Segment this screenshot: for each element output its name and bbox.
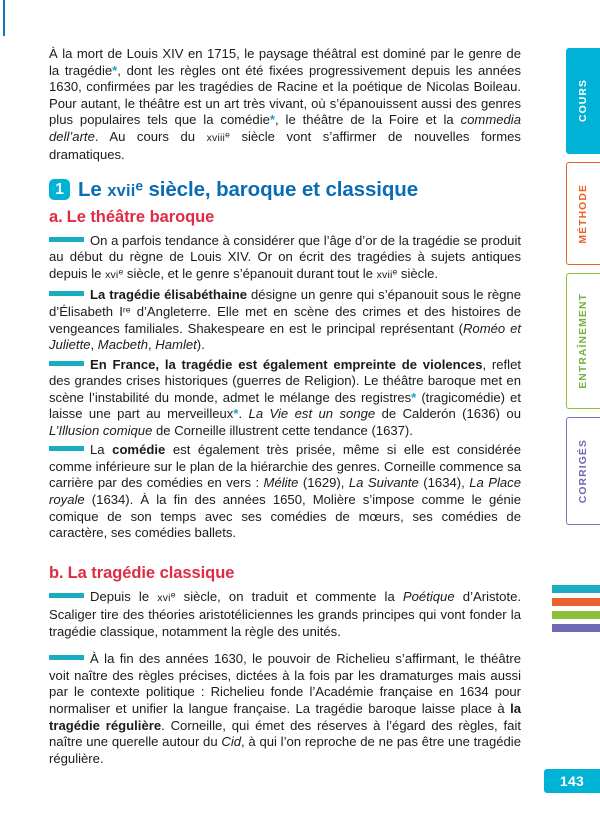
p2-text-3: , — [90, 337, 98, 353]
p1-roman-2: xvii — [376, 269, 393, 281]
corriges-swatch — [552, 624, 600, 632]
p2-text-5: ). — [196, 337, 205, 353]
intro-ordinal-suffix: e — [225, 129, 230, 140]
p4-text-4: (1634), — [418, 475, 470, 491]
p5-text-2: siècle, on traduit et commente la — [175, 588, 403, 604]
paragraph-3 — [49, 357, 521, 440]
subsection-b-heading — [49, 564, 521, 583]
glossary-asterisk-comedie: * — [269, 112, 275, 128]
p3-work-title-2: L’Illusion comique — [49, 422, 153, 438]
intro-text-1: À la mort de Louis XIV en 1715, le paysage théâtral est dominé par le genre de la tragédie — [49, 46, 521, 78]
glossary-asterisk-registres: * — [411, 389, 417, 405]
p4-work-title-1: Mélite — [263, 475, 299, 491]
paragraph-lead-marker — [49, 361, 84, 366]
subsection-a-heading — [49, 208, 521, 227]
subsection-b-marker: b. — [49, 563, 64, 582]
paragraph-lead-marker — [49, 291, 84, 296]
binding-rule — [3, 0, 5, 36]
paragraph-lead-marker — [49, 237, 84, 242]
paragraph-lead-marker — [49, 593, 84, 598]
tab-entrainement[interactable] — [566, 273, 600, 409]
p3-text-5: de Corneille illustrent cette tendance (1637). — [152, 422, 413, 438]
p1-text-2: siècle, et le genre s’épanouit durant tout le — [123, 265, 377, 281]
p2-work-title-2: Macbeth — [97, 337, 149, 353]
p6-bold-term: la tragédie régulière — [49, 700, 521, 733]
intro-paragraph — [49, 46, 521, 164]
glossary-asterisk-merveilleux: * — [233, 406, 239, 422]
subsection-a-marker: a. — [49, 207, 63, 226]
p4-work-title-2: La Suivante — [348, 475, 419, 491]
p6-text-1: À la fin des années 1630, le pouvoir de Richelieu s’affirmant, le théâtre voit naître des règles précises, dictées à la fois par les dramaturges mais aussi par le contexte politique : Richelieu fonde l’Académie française en 1634 pour normaliser et unifier la langue française. La tragédie baroque laisse place à — [49, 651, 521, 716]
methode-swatch — [552, 598, 600, 606]
paragraph-5 — [49, 589, 521, 641]
p3-text-4: de Calderón (1636) ou — [375, 406, 521, 422]
paragraph-2 — [49, 287, 521, 353]
tab-methode[interactable] — [566, 162, 600, 265]
paragraph-4 — [49, 442, 521, 541]
p3-bold-lead: En France, la tragédie est également empreinte de violences — [90, 356, 483, 372]
section-title-roman: xvii — [107, 181, 136, 200]
p1-ordinal-2: e — [392, 266, 398, 277]
tab-corriges-label: CORRIGÉS — [578, 438, 589, 504]
paragraph-1 — [49, 233, 521, 285]
tab-entrainement-label: ENTRAÎNEMENT — [578, 293, 589, 389]
paragraph-6 — [49, 651, 521, 767]
p6-text-2: . Corneille, qui émet des réserves à l’égard des règles, fait naître une querelle autour du — [49, 717, 521, 750]
p3-text-1: , reflet des grandes crises historiques (guerres de Religion). Le théâtre baroque met en scène l’instabilité du monde, admet le mélange des registres — [49, 356, 522, 405]
p5-roman-1: xvi — [157, 592, 171, 604]
p2-work-title-3: Hamlet — [155, 337, 197, 353]
p4-work-title-3: La Place royale — [49, 475, 521, 508]
section-title-suffix: siècle, baroque et classique — [142, 177, 419, 201]
tab-corriges[interactable] — [566, 417, 600, 525]
p2-ordinal-1: re — [122, 304, 131, 315]
p1-text-1: On a parfois tendance à considérer que l’âge d’or de la tragédie se produit au début du règne de Louis XIV. Or on écrit des tragédies à sujets antiques depuis le — [49, 232, 521, 281]
subsection-b-title: La tragédie classique — [67, 563, 235, 582]
p5-text-3: d’Aristote. Scaliger tire des théories aristotéliciennes les grands principes qui vont fonder la tragédie classique, notamment la règle des unités. — [49, 588, 522, 639]
p2-bold-lead: La tragédie élisabéthaine — [90, 287, 248, 303]
glossary-asterisk-tragedie: * — [112, 62, 118, 78]
intro-roman-numeral: xviii — [206, 132, 226, 144]
subsection-a-title: Le théâtre baroque — [66, 207, 215, 226]
tab-cours-label: COURS — [577, 79, 589, 123]
p2-text-4: , — [148, 337, 156, 353]
p1-ordinal-1: e — [118, 266, 124, 277]
p3-text-3: . — [238, 406, 249, 422]
page-number-badge: 143 — [544, 769, 600, 793]
p1-text-3: siècle. — [397, 265, 439, 281]
p6-work-title-1: Cid — [221, 734, 242, 750]
paragraph-lead-marker — [49, 446, 84, 451]
p6-text-3: , à qui l’on reproche de ne pas être une tragédie régulière. — [49, 734, 521, 766]
intro-text-3: , le théâtre de la Foire et la — [275, 112, 461, 128]
p1-roman-1: xvi — [105, 269, 119, 281]
p2-text-2: d’Angleterre. Elle met en scène des crimes et des histoires de vengeances familiales. Shakespeare en est le principal représentant ( — [49, 304, 522, 336]
p2-text-1: désigne un genre qui s’épanouit sous le règne d’Élisabeth I — [49, 287, 521, 320]
p4-text-3: (1629), — [298, 475, 349, 491]
paragraph-lead-marker — [49, 655, 84, 660]
tab-cours[interactable] — [566, 48, 600, 154]
p4-text-5: (1634). À la fin des années 1650, Molière s’impose comme le génie comique de son temps avec ses comédies de mœurs, ses comédies de caractère, ses comédies ballets. — [49, 492, 521, 541]
section-tab-rail — [566, 48, 600, 533]
intro-text-5: siècle vont s’affirmer de nouvelles formes dramatiques. — [49, 128, 521, 163]
p2-work-title-1: Roméo et Juliette — [49, 320, 521, 353]
section-title-ordinal: e — [135, 178, 143, 194]
entrainement-swatch — [552, 611, 600, 619]
p4-text-2: est également très prisée, même si elle est considérée comme inférieure sur le plan de la hiérarchie des genres. Corneille commence sa carrière par des comédies en vers : — [49, 442, 521, 491]
p5-ordinal-1: e — [170, 589, 176, 600]
intro-text-4: . Au cours du — [94, 128, 207, 144]
intro-italic-commedia: commedia dell’arte — [49, 112, 521, 144]
p4-text-1: La — [90, 442, 113, 458]
p3-text-2: (tragicomédie) et laisse une part au merveilleux — [49, 389, 521, 422]
section-title-prefix: Le — [78, 177, 108, 201]
tab-methode-label: MÉTHODE — [578, 183, 589, 244]
color-swatch-stack — [552, 585, 600, 637]
p5-work-title-1: Poétique — [402, 588, 455, 604]
section-heading — [49, 178, 521, 202]
section-number-badge: 1 — [49, 179, 70, 200]
p4-bold-term: comédie — [112, 442, 166, 458]
p3-work-title-1: La Vie est un songe — [248, 406, 376, 422]
p5-text-1: Depuis le — [90, 588, 158, 604]
section-title — [78, 178, 418, 202]
page-content — [49, 46, 521, 770]
intro-text-2: , dont les règles ont été fixées progressivement depuis les années 1630, confirmées par les tragédies de Racine et la poétique de Nicolas Boileau. Pour autant, le théâtre est un art très vivant, où s’épanouissent aussi des genres plus populaires tels que la comédie — [49, 62, 521, 128]
cours-swatch — [552, 585, 600, 593]
